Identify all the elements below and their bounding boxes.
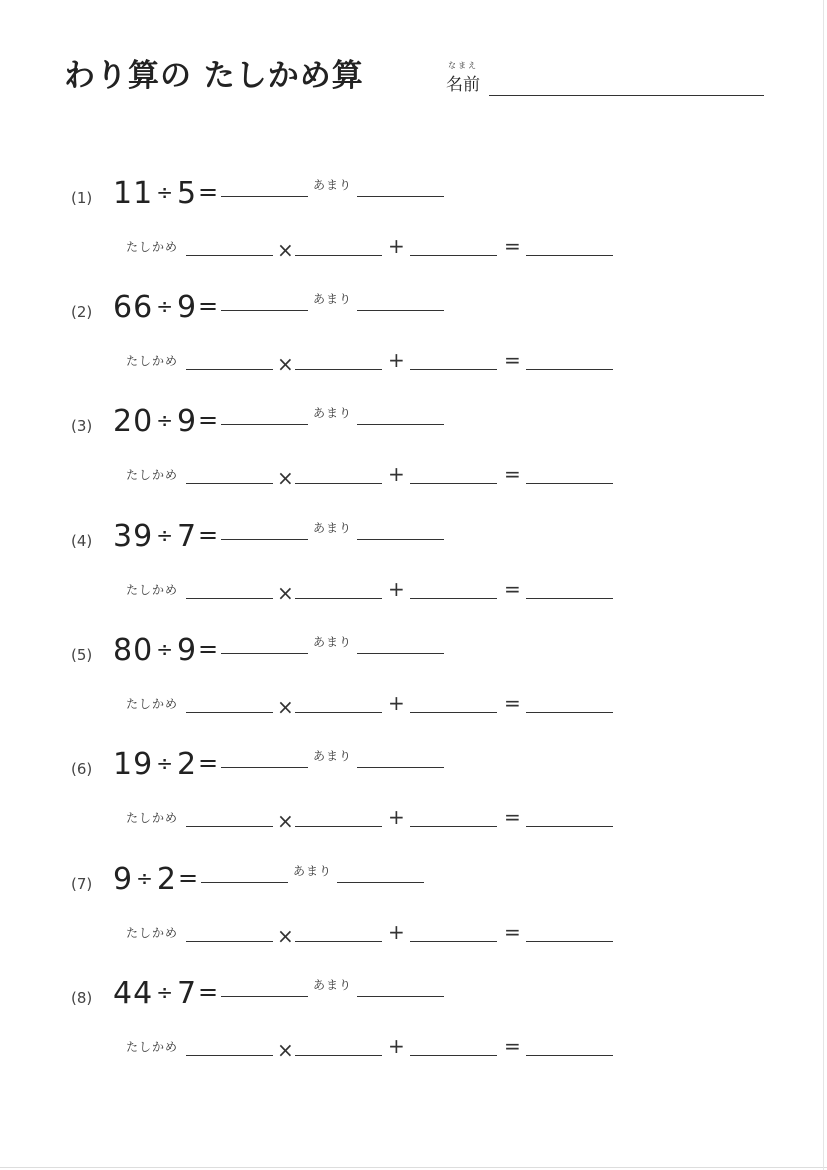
plus-sign: +	[388, 462, 405, 486]
plus-sign: +	[388, 805, 405, 829]
equals-sign: =	[198, 521, 219, 549]
check-label: たしかめ	[126, 583, 179, 597]
problem-4	[0, 519, 827, 627]
check-label: たしかめ	[126, 811, 179, 825]
check-result-blank[interactable]	[526, 586, 613, 599]
times-sign: ×	[277, 238, 294, 262]
check-row	[0, 234, 827, 286]
division-expression	[113, 633, 197, 668]
equals-sign: =	[178, 864, 199, 892]
times-sign: ×	[277, 695, 294, 719]
name-label: 名前	[446, 75, 480, 95]
plus-sign: +	[388, 348, 405, 372]
quotient-answer-blank[interactable]	[221, 412, 308, 425]
question-row	[0, 290, 827, 338]
check-quotient-blank[interactable]	[295, 471, 382, 484]
check-row	[0, 920, 827, 972]
problem-3	[0, 404, 827, 512]
check-remainder-blank[interactable]	[410, 814, 497, 827]
page-bottom-border	[0, 1167, 827, 1168]
equals-sign: =	[198, 406, 219, 434]
remainder-label: あまり	[313, 406, 353, 420]
problem-5	[0, 633, 827, 741]
remainder-answer-blank[interactable]	[337, 870, 424, 883]
equals-sign: =	[504, 805, 521, 829]
quotient-answer-blank[interactable]	[221, 984, 308, 997]
equals-sign: =	[198, 292, 219, 320]
equals-sign: =	[504, 577, 521, 601]
name-field[interactable]	[489, 95, 764, 96]
plus-sign: +	[388, 234, 405, 258]
dividend: 9	[113, 862, 134, 897]
check-remainder-blank[interactable]	[410, 929, 497, 942]
check-label: たしかめ	[126, 926, 179, 940]
problem-number: (4)	[71, 532, 93, 550]
divide-sign: ÷	[156, 294, 174, 318]
plus-sign: +	[388, 577, 405, 601]
remainder-label: あまり	[313, 978, 353, 992]
check-result-blank[interactable]	[526, 929, 613, 942]
problem-number: (8)	[71, 989, 93, 1007]
quotient-answer-blank[interactable]	[221, 527, 308, 540]
equals-sign: =	[198, 178, 219, 206]
problem-number: (7)	[71, 875, 93, 893]
divide-sign: ÷	[156, 180, 174, 204]
check-quotient-blank[interactable]	[295, 1043, 382, 1056]
check-remainder-blank[interactable]	[410, 357, 497, 370]
problem-2	[0, 290, 827, 398]
divisor: 7	[176, 519, 198, 554]
check-row	[0, 691, 827, 743]
remainder-answer-blank[interactable]	[357, 298, 444, 311]
check-row	[0, 1034, 827, 1086]
remainder-answer-blank[interactable]	[357, 984, 444, 997]
remainder-label: あまり	[293, 864, 333, 878]
page-right-border	[823, 0, 824, 1170]
problem-7	[0, 862, 827, 970]
remainder-answer-blank[interactable]	[357, 641, 444, 654]
equals-sign: =	[504, 691, 521, 715]
name-ruby: なまえ	[448, 61, 478, 70]
dividend: 80	[113, 633, 154, 668]
check-label: たしかめ	[126, 468, 179, 482]
remainder-label: あまり	[313, 292, 353, 306]
check-result-blank[interactable]	[526, 357, 613, 370]
check-divisor-blank[interactable]	[186, 929, 273, 942]
division-expression	[113, 862, 177, 897]
problem-number: (1)	[71, 189, 93, 207]
division-expression	[113, 747, 197, 782]
problem-number: (6)	[71, 760, 93, 778]
check-quotient-blank[interactable]	[295, 357, 382, 370]
times-sign: ×	[277, 466, 294, 490]
remainder-answer-blank[interactable]	[357, 755, 444, 768]
remainder-label: あまり	[313, 521, 353, 535]
divisor: 9	[176, 290, 198, 325]
dividend: 39	[113, 519, 154, 554]
division-expression	[113, 404, 197, 439]
times-sign: ×	[277, 924, 294, 948]
check-divisor-blank[interactable]	[186, 1043, 273, 1056]
divide-sign: ÷	[156, 637, 174, 661]
divide-sign: ÷	[156, 980, 174, 1004]
check-quotient-blank[interactable]	[295, 929, 382, 942]
remainder-answer-blank[interactable]	[357, 527, 444, 540]
times-sign: ×	[277, 809, 294, 833]
dividend: 11	[113, 176, 154, 211]
problem-number: (2)	[71, 303, 93, 321]
check-label: たしかめ	[126, 697, 179, 711]
check-label: たしかめ	[126, 354, 179, 368]
check-remainder-blank[interactable]	[410, 243, 497, 256]
problem-1	[0, 176, 827, 284]
divide-sign: ÷	[156, 523, 174, 547]
remainder-answer-blank[interactable]	[357, 412, 444, 425]
equals-sign: =	[504, 920, 521, 944]
check-label: たしかめ	[126, 240, 179, 254]
question-row	[0, 404, 827, 452]
problem-number: (5)	[71, 646, 93, 664]
remainder-label: あまり	[313, 635, 353, 649]
divisor: 7	[176, 976, 198, 1011]
check-divisor-blank[interactable]	[186, 586, 273, 599]
divisor: 2	[156, 862, 177, 897]
question-row	[0, 747, 827, 795]
division-expression	[113, 290, 197, 325]
check-label: たしかめ	[126, 1040, 179, 1054]
plus-sign: +	[388, 691, 405, 715]
check-quotient-blank[interactable]	[295, 814, 382, 827]
dividend: 66	[113, 290, 154, 325]
check-quotient-blank[interactable]	[295, 243, 382, 256]
divisor: 9	[176, 404, 198, 439]
plus-sign: +	[388, 920, 405, 944]
check-result-blank[interactable]	[526, 471, 613, 484]
remainder-answer-blank[interactable]	[357, 184, 444, 197]
equals-sign: =	[198, 978, 219, 1006]
times-sign: ×	[277, 581, 294, 605]
question-row	[0, 633, 827, 681]
check-result-blank[interactable]	[526, 700, 613, 713]
divisor: 5	[176, 176, 198, 211]
equals-sign: =	[504, 462, 521, 486]
equals-sign: =	[198, 635, 219, 663]
check-remainder-blank[interactable]	[410, 471, 497, 484]
check-row	[0, 462, 827, 514]
quotient-answer-blank[interactable]	[221, 755, 308, 768]
question-row	[0, 519, 827, 567]
problem-number: (3)	[71, 417, 93, 435]
check-divisor-blank[interactable]	[186, 471, 273, 484]
check-divisor-blank[interactable]	[186, 243, 273, 256]
remainder-label: あまり	[313, 749, 353, 763]
question-row	[0, 862, 827, 910]
quotient-answer-blank[interactable]	[221, 641, 308, 654]
equals-sign: =	[198, 749, 219, 777]
division-expression	[113, 976, 197, 1011]
times-sign: ×	[277, 352, 294, 376]
check-result-blank[interactable]	[526, 814, 613, 827]
remainder-label: あまり	[313, 178, 353, 192]
divide-sign: ÷	[156, 408, 174, 432]
equals-sign: =	[504, 234, 521, 258]
check-row	[0, 805, 827, 857]
equals-sign: =	[504, 348, 521, 372]
division-expression	[113, 176, 197, 211]
check-remainder-blank[interactable]	[410, 1043, 497, 1056]
check-remainder-blank[interactable]	[410, 700, 497, 713]
page-title: わり算の たしかめ算	[64, 58, 364, 94]
question-row	[0, 976, 827, 1024]
check-result-blank[interactable]	[526, 243, 613, 256]
problem-8	[0, 976, 827, 1084]
check-result-blank[interactable]	[526, 1043, 613, 1056]
quotient-answer-blank[interactable]	[221, 298, 308, 311]
divide-sign: ÷	[156, 751, 174, 775]
check-row	[0, 348, 827, 400]
equals-sign: =	[504, 1034, 521, 1058]
divisor: 2	[176, 747, 198, 782]
check-row	[0, 577, 827, 629]
question-row	[0, 176, 827, 224]
dividend: 20	[113, 404, 154, 439]
check-quotient-blank[interactable]	[295, 700, 382, 713]
check-divisor-blank[interactable]	[186, 814, 273, 827]
check-divisor-blank[interactable]	[186, 700, 273, 713]
divide-sign: ÷	[136, 866, 154, 890]
division-expression	[113, 519, 197, 554]
quotient-answer-blank[interactable]	[201, 870, 288, 883]
times-sign: ×	[277, 1038, 294, 1062]
problem-6	[0, 747, 827, 855]
quotient-answer-blank[interactable]	[221, 184, 308, 197]
plus-sign: +	[388, 1034, 405, 1058]
check-divisor-blank[interactable]	[186, 357, 273, 370]
check-quotient-blank[interactable]	[295, 586, 382, 599]
divisor: 9	[176, 633, 198, 668]
dividend: 44	[113, 976, 154, 1011]
check-remainder-blank[interactable]	[410, 586, 497, 599]
dividend: 19	[113, 747, 154, 782]
